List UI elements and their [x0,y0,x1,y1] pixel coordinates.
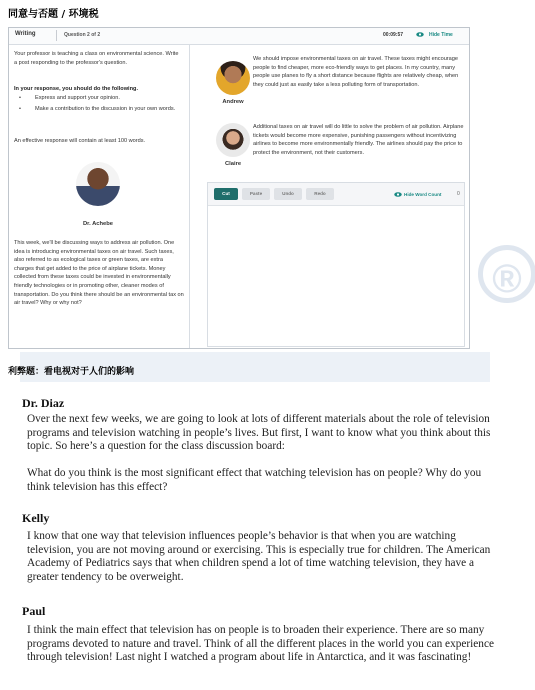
undo-button[interactable]: Undo [274,188,302,200]
prompt-instruction: In your response, you should do the following. [14,86,138,92]
prompt-bullet: • [19,95,21,101]
student-photo-claire [216,123,250,157]
prompt-intro: Your professor is teaching a class on environmental science. Write a post responding to the professor's question. [14,51,179,66]
prompt-pane [9,45,190,348]
timer: 00:09:57 [383,32,404,38]
discussion-paragraph: Over the next few weeks, we are going to look at lots of different materials about the role of television programs and television watching in people’s lives. But first, I want to know what you think about this topic. So here’s a question for the class discussion board: [27,413,491,453]
question-counter: Question 2 of 2 [64,32,101,38]
speaker-name: Dr. Diaz [22,396,65,410]
test-topbar [9,28,469,45]
response-editor[interactable] [207,182,465,347]
prompt-bullet-text: Make a contribution to the discussion in your own words. [35,106,176,112]
discussion-paragraph: What do you think is the most significant effect that watching television has on people? Why do you think television has this effect? [27,467,482,493]
prompt-bullet: • [19,106,21,112]
hide-word-count-button[interactable]: Hide Word Count [404,192,442,197]
prompt-bullet-text: Express and support your opinion. [35,95,120,101]
speaker-name: Kelly [22,511,50,525]
discussion-paragraph: I think the main effect that television has on people is to broaden their experience. There are so many programs devoted to nature and travel. Think of all the different places in the world you can experience through television! Last night I watched a program about life in Antarctica, and it was fascinating! [27,624,494,664]
eye-icon[interactable] [416,32,424,37]
student-photo-andrew [216,61,250,95]
professor-name: Dr. Achebe [82,221,114,227]
eye-icon[interactable] [394,192,402,197]
student-name: Andrew [222,99,244,105]
student-name: Claire [224,161,242,167]
discussion-paragraph: I know that one way that television influences people’s behavior is that when you are watching television, you are not moving around or exercising. This is especially true for children. The American Academy of Pediatrics says that when children spend a lot of time watching television, they have a greater tendency to be overweight. [27,530,491,583]
section-heading-1: 同意与否题 / 环境税 [8,9,99,20]
paste-button[interactable]: Paste [242,188,270,200]
toefl-screenshot [8,27,470,349]
professor-photo [76,162,120,206]
hide-time-button[interactable]: Hide Time [429,32,453,38]
section-heading-2: 利弊题：看电视对于人们的影响 [8,367,135,377]
redo-button[interactable]: Redo [306,188,334,200]
topbar-divider [56,30,57,41]
student-post: Additional taxes on air travel will do little to solve the problem of air pollution. Airplane tickets would become more expensive, punishing passengers without incentivizing airlines to become more environmentally friendly. The airlines should pay the price to protect the environment, not their customers. [253,124,464,156]
student-post: We should impose environmental taxes on air travel. These taxes might encourage people to find cheaper, more eco-friendly ways to get places. In my country, many people use planes to fly a short distance because flights are relatively cheap, when they could just as easily take a less polluting form of transportation. [253,56,459,88]
length-note: An effective response will contain at least 100 words. [14,138,146,144]
section-label: Writing [15,31,36,37]
word-count: 0 [457,191,460,197]
speaker-name: Paul [22,604,46,618]
editor-toolbar [208,183,464,206]
cut-button[interactable]: Cut [214,188,238,200]
watermark-registered-mark: ® [478,245,535,303]
professor-post: This week, we'll be discussing ways to address air pollution. One idea is introducing environmental taxes on air travel. Such taxes, also referred to as ecological taxes or green taxes, are extra charges that get added to the price of airplane tickets. Money collected from these taxes could be invested in environmentally friendly technologies or in promoting other, cleaner modes of transportation. Do you think there should be an environmental tax on air travel? Why or why not? [14,240,184,307]
